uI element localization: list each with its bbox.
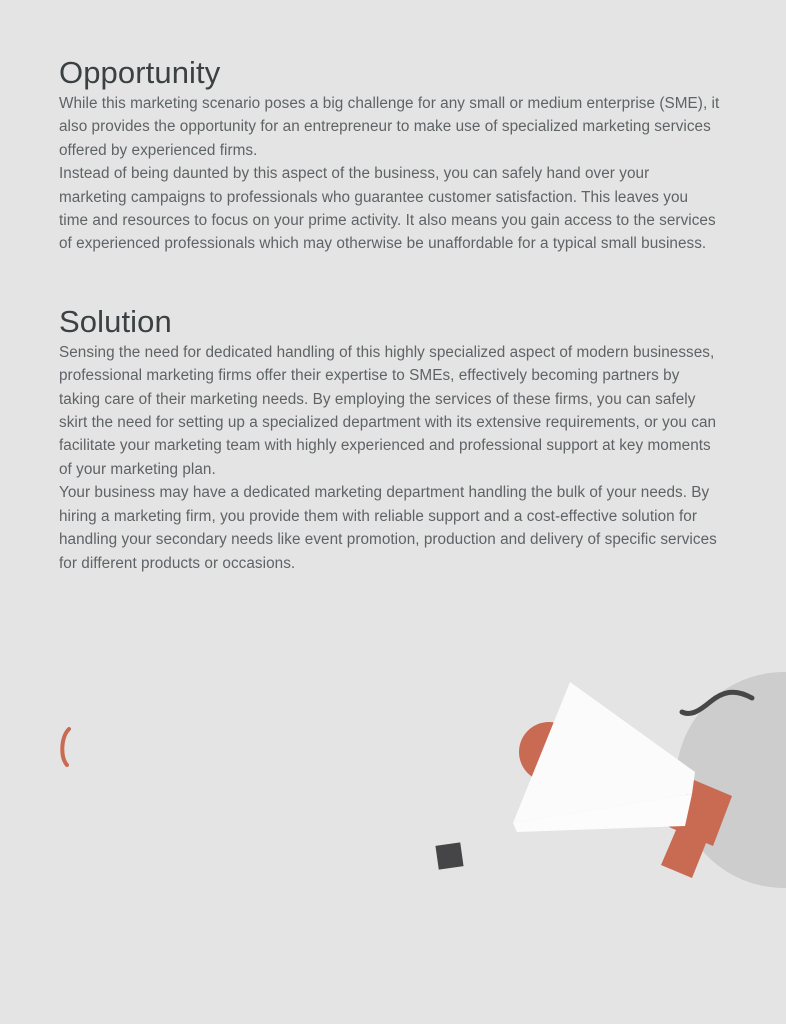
paragraph-opportunity-1: While this marketing scenario poses a big challenge for any small or medium enterprise (SME), it also provides the opportunity for an entrepreneur to make use of specialized marketing services offered by experienced firms. [59,95,720,159]
paragraph-solution-1: Sensing the need for dedicated handling of this highly specialized aspect of modern businesses, professional marketing firms offer their expertise to SMEs, effectively becoming partners by taking care of their marketing needs. By employing the services of these firms, you can safely skirt the need for setting up a specialized department with its extensive requirements, or you can facilitate your marketing team with highly experienced and professional support at key moments of your marketing plan. [59,343,717,478]
page-title-opportunity: Opportunity [59,55,221,90]
paragraph-solution-2: Your business may have a dedicated marketing department handling the bulk of your needs. By hiring a marketing firm, you provide them with reliable support and a cost-effective solution for handling your secondary needs like event promotion, production and delivery of specific services for different products or occasions. [59,484,717,572]
gray-circle-shape [676,672,786,888]
article-content [59,0,721,575]
dark-square-shape [435,842,463,869]
orange-paren-icon [56,727,74,767]
squiggle-line-icon [678,686,758,722]
paragraph-opportunity-2: Instead of being daunted by this aspect of the business, you can safely hand over your marketing campaigns to professionals who guarantee customer satisfaction. This leaves you time and resources to focus on your prime activity. It also means you gain access to the services of experienced professionals which may otherwise be unaffordable for a typical small business. [59,165,716,253]
megaphone-handle [661,780,732,878]
page-title-solution: Solution [59,303,172,339]
orange-circle-shape [519,722,579,782]
megaphone-cone [513,682,695,832]
megaphone-shape [480,660,786,920]
